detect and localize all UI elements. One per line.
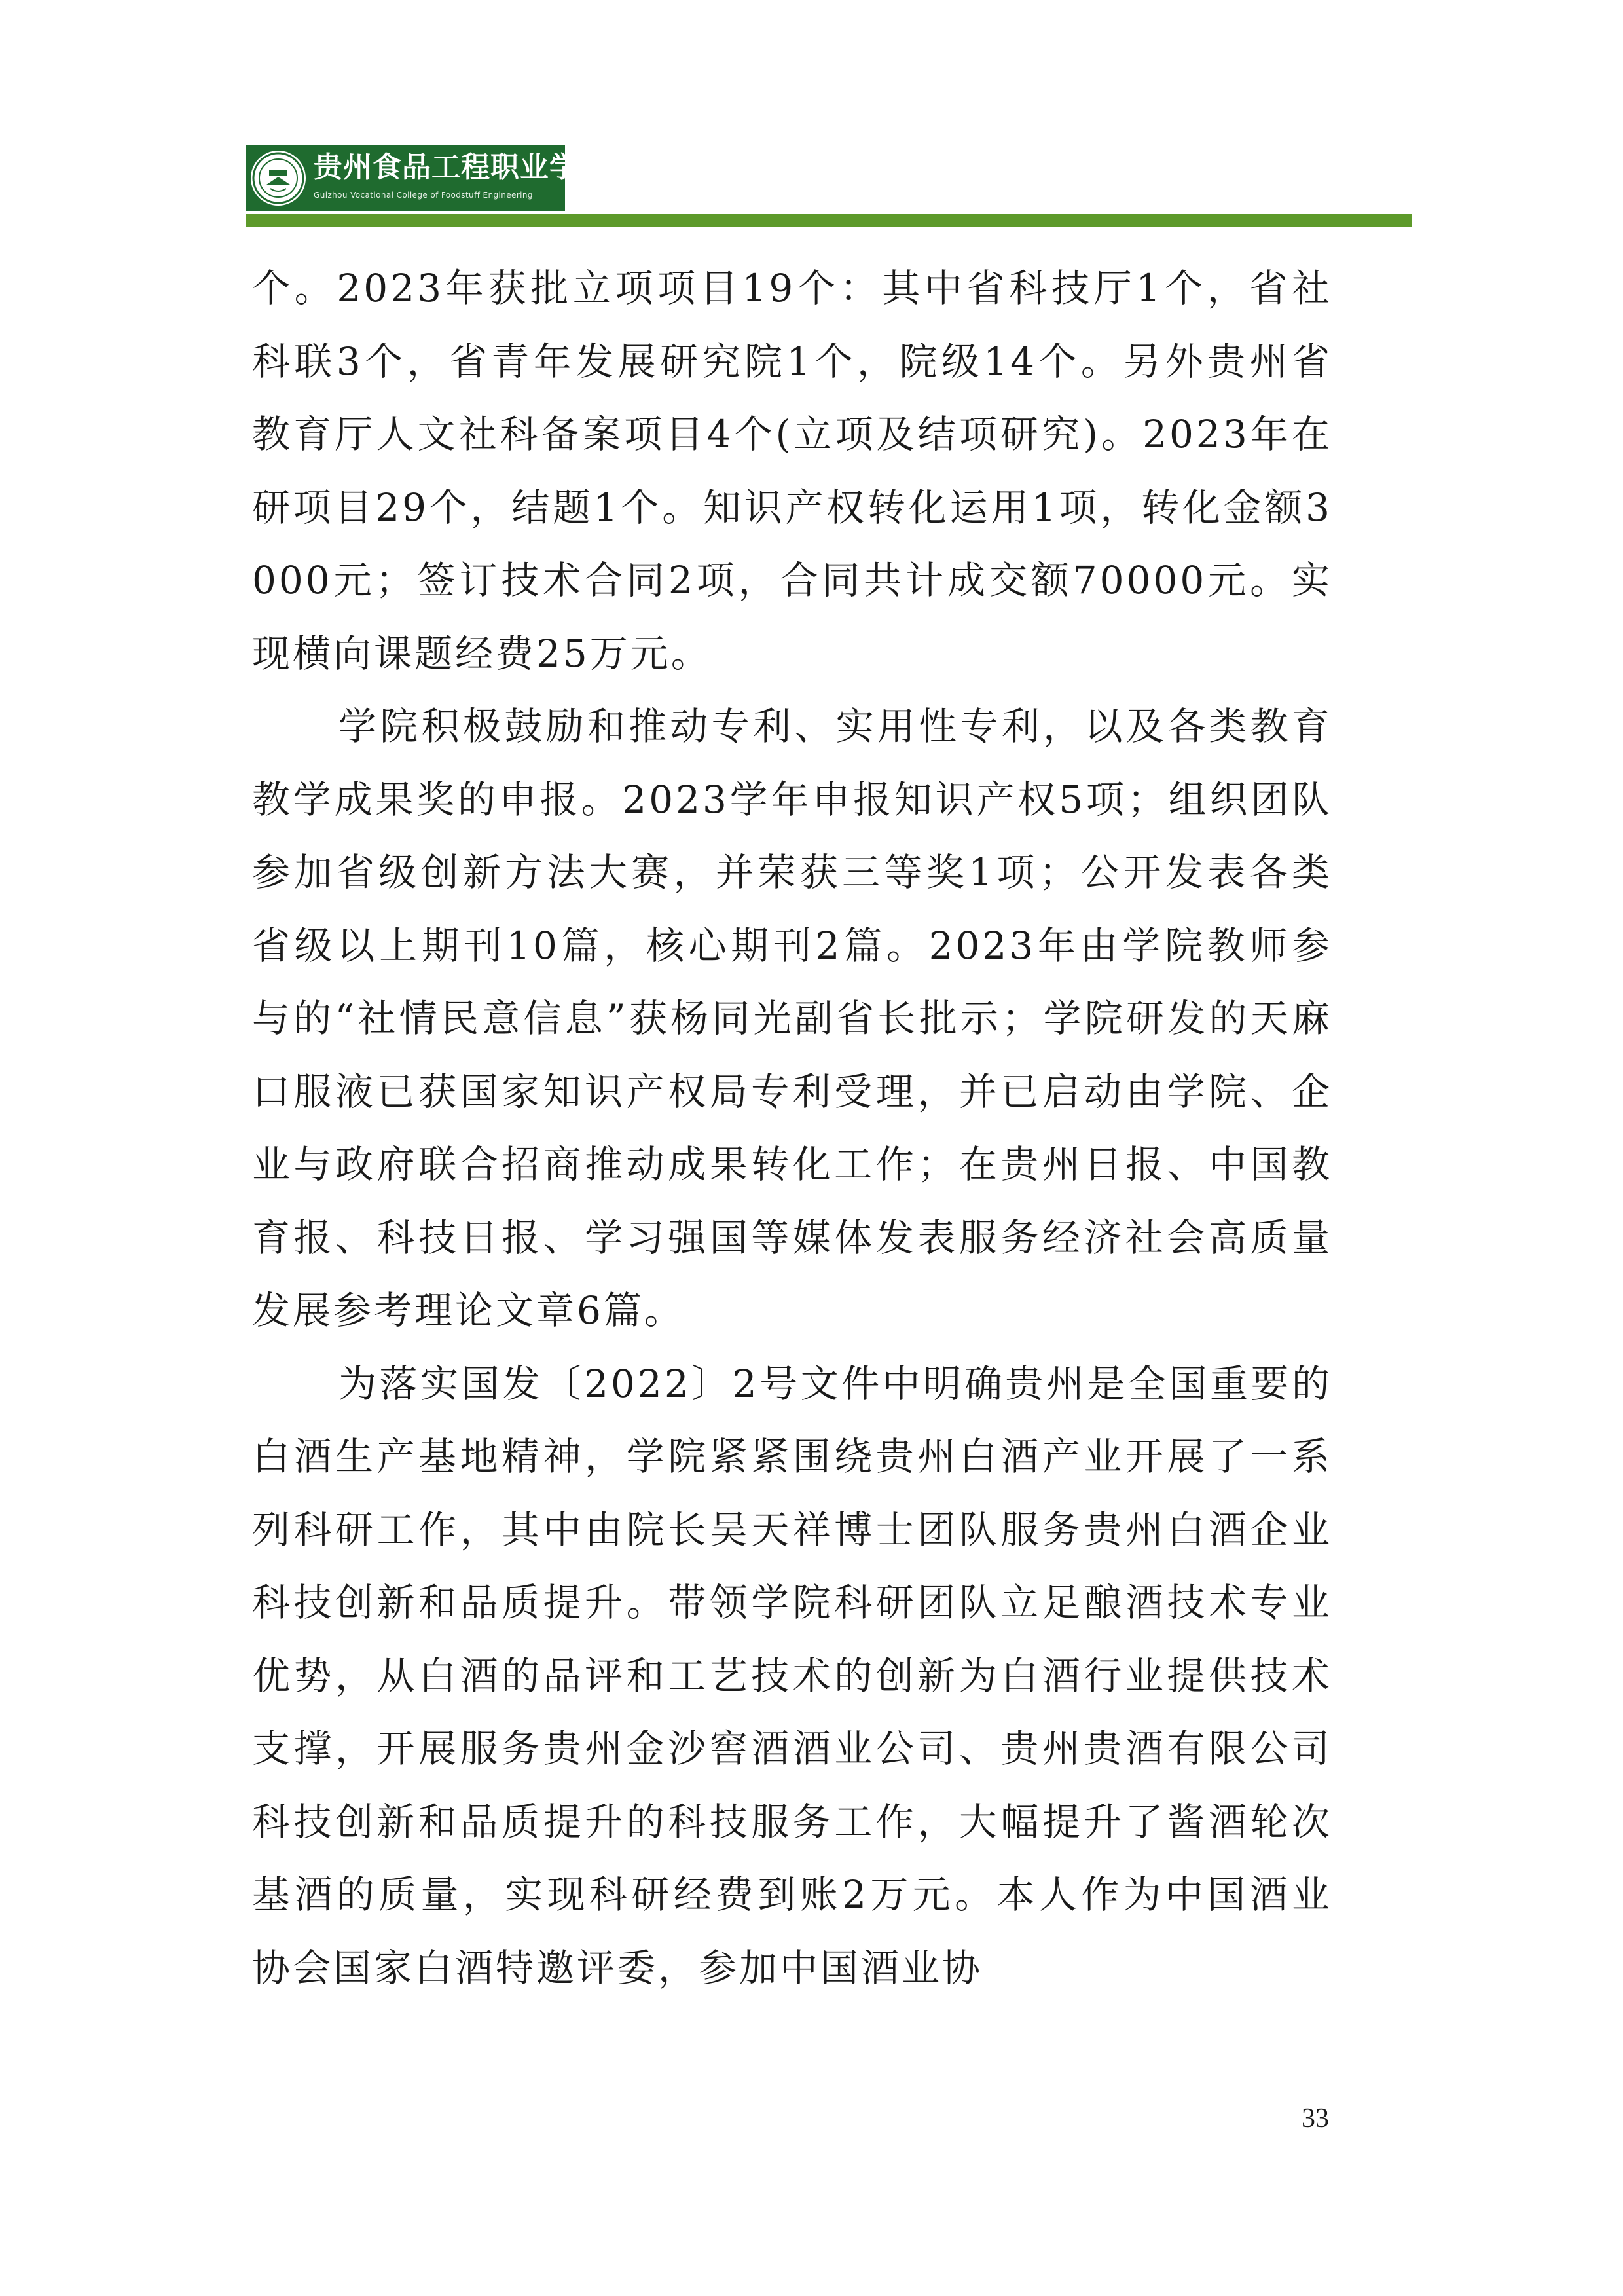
logo-title: 贵州食品工程职业学院 — [314, 151, 608, 184]
paragraph-3: 为落实国发〔2022〕2号文件中明确贵州是全国重要的白酒生产基地精神，学院紧紧围绕贵州白酒产业开展了一系列科研工作，其中由院长吴天祥博士团队服务贵州白酒企业科技创新和品质提升。带领学院科研团队立足酿酒技术专业优势，从白酒的品评和工艺技术的创新为白酒行业提供技术支撑，开展服务贵州金沙窖酒酒业公司、贵州贵酒有限公司科技创新和品质提升的科技服务工作，大幅提升了酱酒轮次基酒的质量，实现科研经费到账2万元。本人作为中国酒业协会国家白酒特邀评委，参加中国酒业协 — [252, 1361, 1332, 1990]
logo-subtitle: Guizhou Vocational College of Foodstuff Engineering — [314, 191, 533, 200]
college-emblem-icon — [251, 151, 306, 206]
page-header — [246, 145, 1412, 231]
header-rule — [246, 214, 1412, 227]
paragraph-1: 个。2023年获批立项项目19个：其中省科技厅1个，省社科联3个，省青年发展研究院1个，院级14个。另外贵州省教育厅人文社科备案项目4个(立项及结项研究)。2023年在研项目29个，结题1个。知识产权转化运用1项，转化金额3000元；签订技术合同2项，合同共计成交额70000元。实现横向课题经费25万元。 — [252, 266, 1332, 676]
body-text — [252, 252, 1332, 2005]
college-logo — [246, 145, 608, 211]
page-number: 33 — [1302, 2103, 1329, 2134]
paragraph-2: 学院积极鼓励和推动专利、实用性专利，以及各类教育教学成果奖的申报。2023学年申报知识产权5项；组织团队参加省级创新方法大赛，并荣获三等奖1项；公开发表各类省级以上期刊10篇，核心期刊2篇。2023年由学院教师参与的“社情民意信息”获杨同光副省长批示；学院研发的天麻口服液已获国家知识产权局专利受理，并已启动由学院、企业与政府联合招商推动成果转化工作；在贵州日报、中国教育报、科技日报、学习强国等媒体发表服务经济社会高质量发展参考理论文章6篇。 — [252, 704, 1332, 1333]
